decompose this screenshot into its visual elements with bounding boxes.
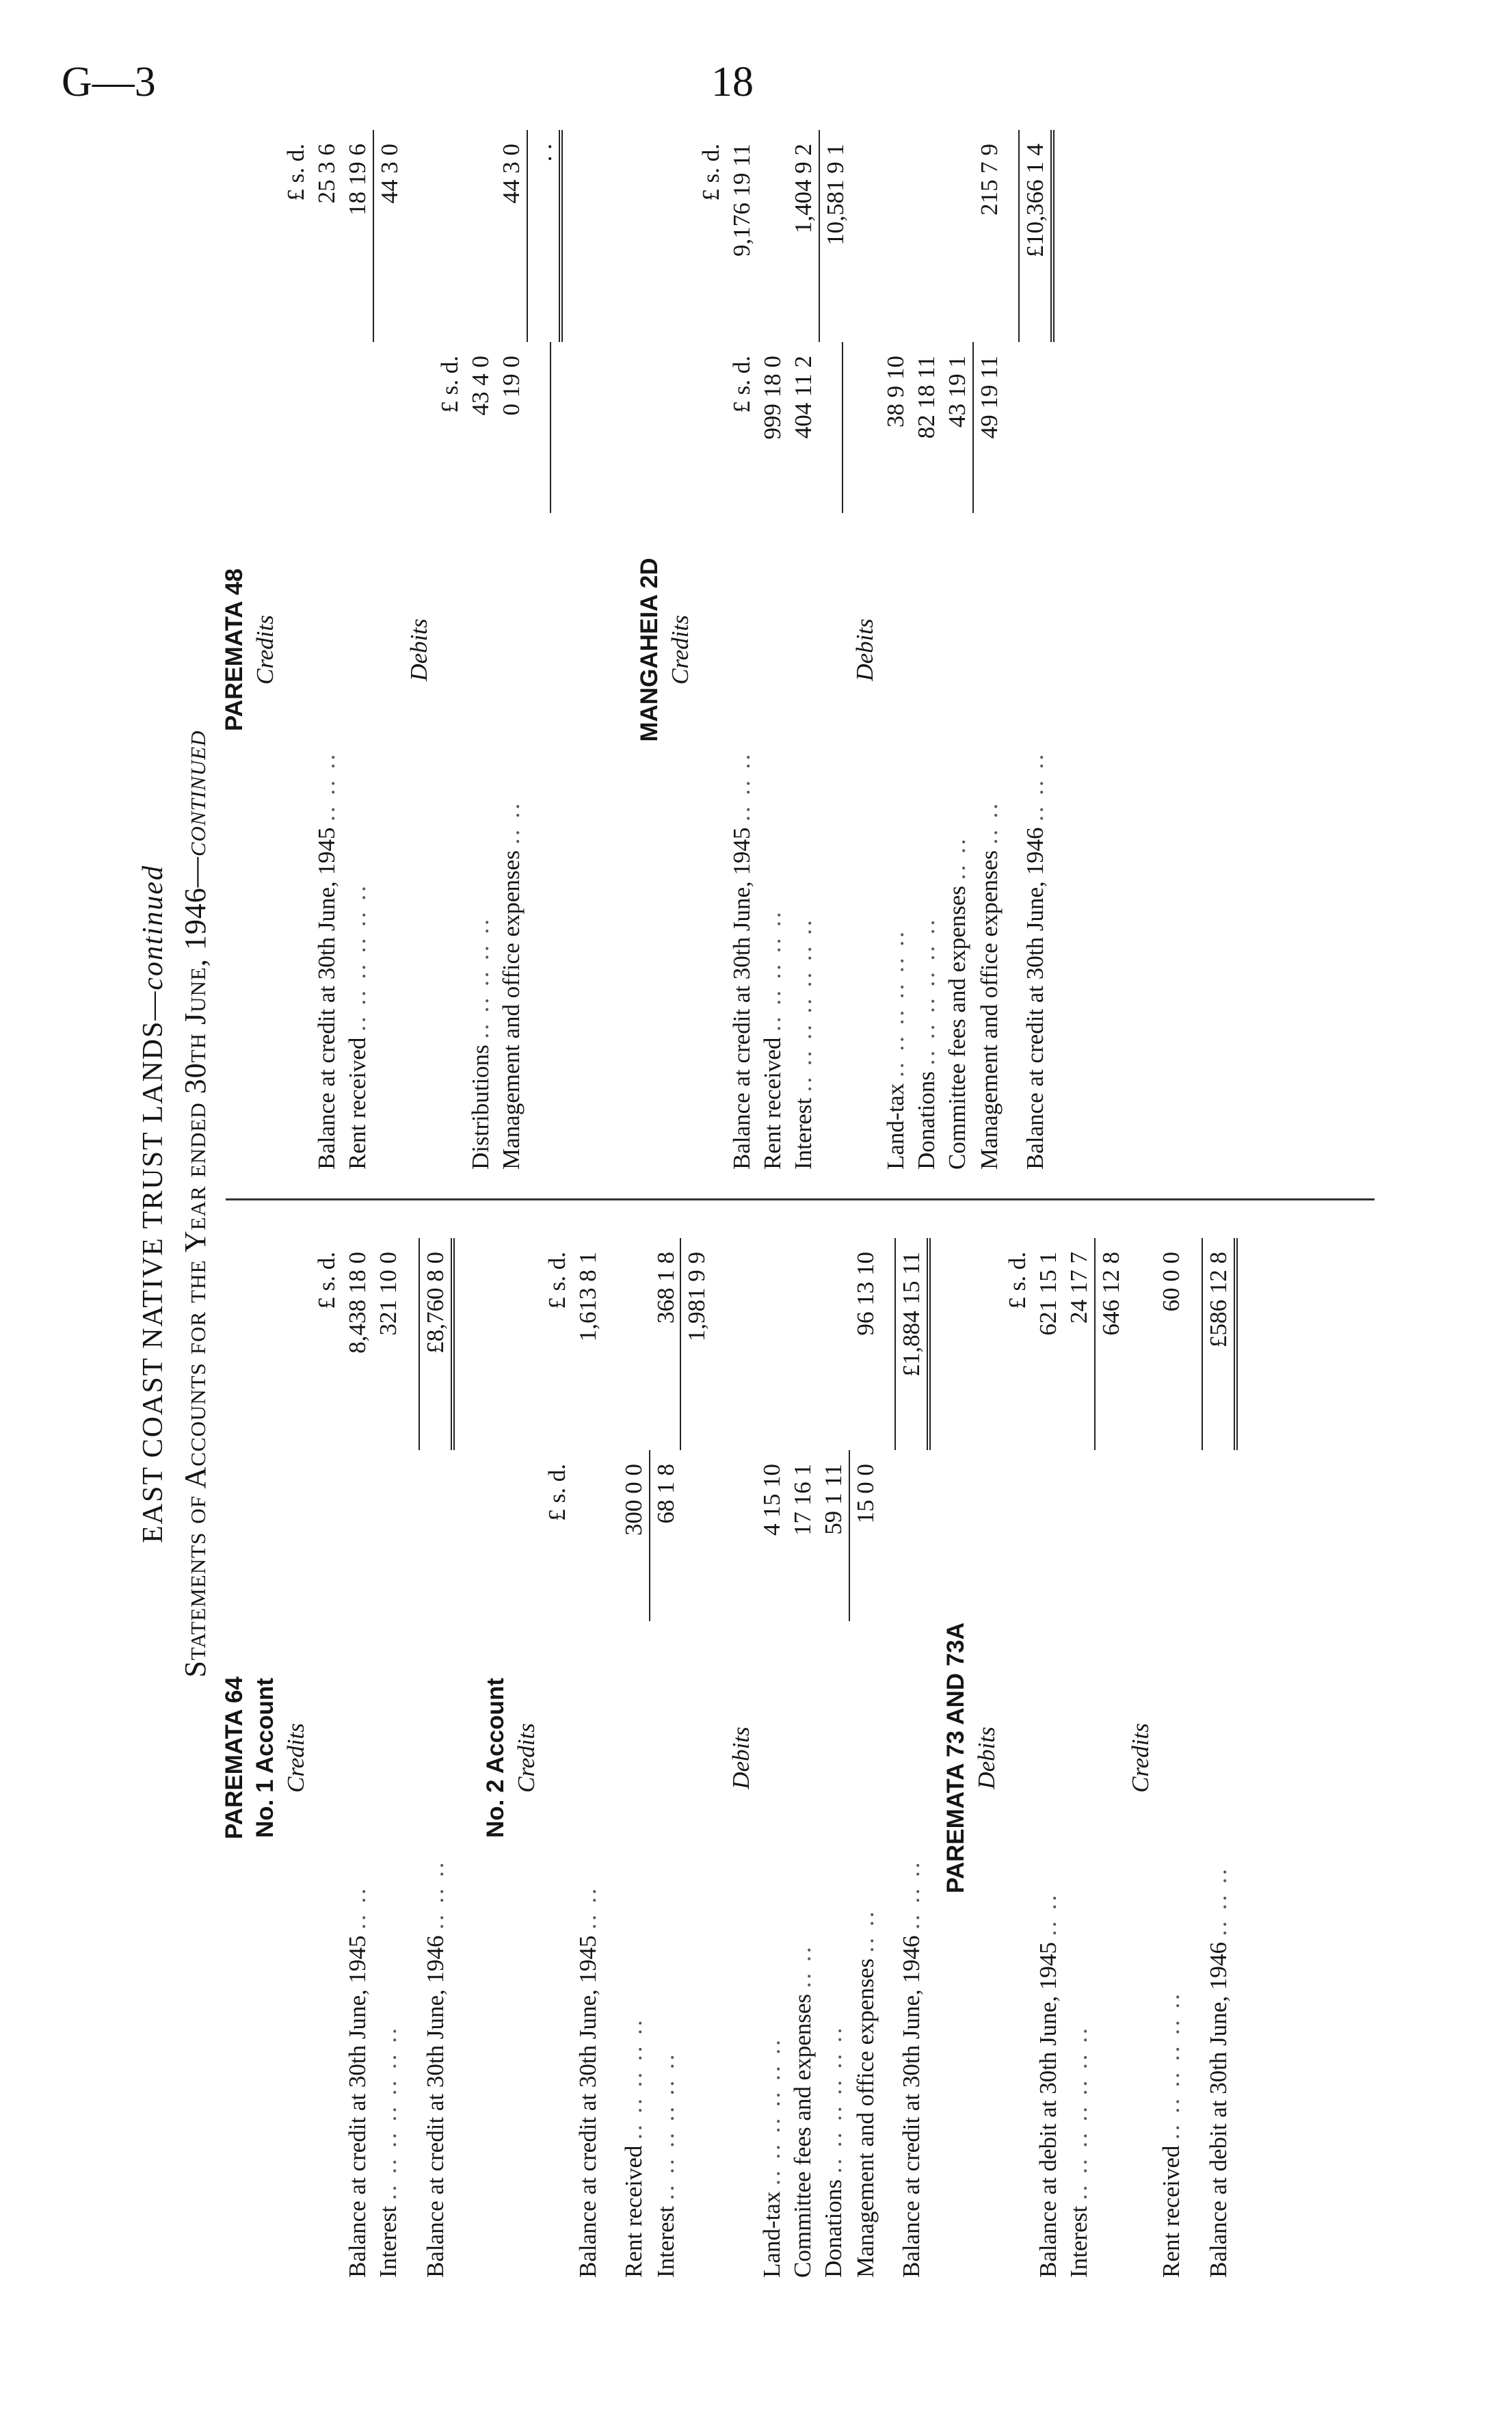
row-label: Balance at credit at 30th June, 1946 bbox=[422, 1935, 449, 2278]
section-heading-mangaheia: MANGAHEIA 2D bbox=[636, 557, 663, 742]
ledger-row: Donations .. .. .. .. .. .. 59 1 11 bbox=[818, 1238, 849, 2278]
units-row bbox=[542, 1238, 572, 2278]
ledger-row: Rent received .. .. .. .. .. .. 60 0 0 bbox=[1156, 1238, 1186, 2278]
row-amount: 0 19 0 bbox=[498, 356, 525, 416]
row-label: Committee fees and expenses bbox=[944, 885, 970, 1170]
units-row bbox=[695, 130, 726, 1170]
subheading-no1-account: No. 1 Account bbox=[252, 1678, 278, 1838]
row-amount: £10,366 1 4 bbox=[1018, 130, 1055, 342]
ledger-row: Land-tax .. .. .. .. .. .. 38 9 10 bbox=[880, 130, 911, 1170]
units-header: £ s. d. bbox=[313, 1252, 340, 1309]
balance-row: Balance at credit at 30th June, 1946 .. .. .. £8,760 8 0 bbox=[419, 1238, 449, 2278]
ledger-row: Balance at credit at 30th June, 1945 .. .. .. £ s. d. 9,176 19 11 bbox=[726, 130, 757, 1170]
units-header: £ s. d. bbox=[544, 1464, 570, 1521]
credits-subtotal: 1,404 9 2 bbox=[790, 144, 817, 234]
total-row bbox=[527, 130, 557, 1170]
rotated-statement-sheet bbox=[137, 130, 1381, 2278]
row-label: Balance at debit at 30th June, 1945 bbox=[1035, 1942, 1061, 2278]
row-label: Interest bbox=[652, 2206, 679, 2278]
row-amount: 49 19 11 bbox=[972, 342, 1005, 513]
label-debits: Debits bbox=[406, 618, 432, 681]
debits-total: 96 13 10 bbox=[852, 1252, 879, 1336]
row-amount: 621 15 1 bbox=[1035, 1252, 1061, 1336]
row-amount: 999 18 0 bbox=[759, 356, 786, 440]
label-debits: Debits bbox=[973, 1726, 1000, 1789]
row-label: Donations bbox=[820, 2179, 847, 2278]
left-column bbox=[219, 1238, 1232, 2278]
row-amount: 321 10 0 bbox=[375, 1252, 401, 1336]
row-label: Management and office expenses bbox=[498, 850, 525, 1170]
row-label: Management and office expenses bbox=[976, 850, 1003, 1170]
ledger-row: Interest .. .. .. .. .. .. .. 321 10 0 bbox=[373, 1238, 403, 2278]
subtotal-row bbox=[1094, 1238, 1125, 2278]
ledger-row: Rent received .. .. .. .. .. 300 0 0 bbox=[618, 1238, 649, 2278]
units-row bbox=[280, 130, 311, 1170]
ledger-row: Balance at credit at 30th June, 1945 .. .. 1,613 8 1 bbox=[572, 1238, 603, 2278]
row-label: Balance at credit at 30th June, 1945 bbox=[344, 1935, 371, 2278]
ledger-row: Distributions .. .. .. .. .. 43 4 0 bbox=[465, 130, 496, 1170]
row-label: Interest bbox=[1065, 2206, 1092, 2278]
label-credits: Credits bbox=[252, 615, 278, 685]
balance-row: Balance at credit at 30th June, 1946 .. .. .. £1,884 15 11 bbox=[894, 1238, 925, 2278]
row-label: Balance at credit at 30th June, 1945 bbox=[574, 1935, 601, 2278]
section-heading-paremata64: PAREMATA 64 bbox=[221, 1677, 248, 1839]
label-credits: Credits bbox=[1127, 1723, 1154, 1793]
row-label: Rent received bbox=[344, 1037, 371, 1170]
row-amount: 43 19 1 bbox=[944, 356, 970, 428]
row-label: Balance at debit at 30th June, 1946 bbox=[1205, 1942, 1232, 2278]
section-heading-paremata73: PAREMATA 73 AND 73A bbox=[942, 1622, 969, 1894]
nil-balance: . . bbox=[527, 130, 563, 342]
row-amount: 8,438 18 0 bbox=[344, 1252, 371, 1354]
row-label: Rent received bbox=[620, 2145, 647, 2278]
title-continued: continued bbox=[137, 865, 169, 990]
row-amount: 300 0 0 bbox=[620, 1464, 647, 1536]
units-header: £ s. d. bbox=[544, 1252, 570, 1309]
row-amount: 59 1 11 bbox=[820, 1464, 847, 1535]
ledger-row: Land-tax .. .. .. .. .. .. 4 15 10 bbox=[756, 1238, 787, 2278]
ledger-row: Balance at credit at 30th June, 1945 .. .. .. 25 3 6 bbox=[311, 130, 342, 1170]
label-credits: Credits bbox=[513, 1723, 540, 1793]
units-header: £ s. d. bbox=[1004, 1252, 1031, 1309]
row-amount: 60 0 0 bbox=[1158, 1252, 1184, 1312]
row-amount: 17 16 1 bbox=[789, 1464, 816, 1536]
row-amount: 1,613 8 1 bbox=[574, 1252, 601, 1342]
subheading-no2-account: No. 2 Account bbox=[482, 1678, 509, 1838]
label-credits: Credits bbox=[667, 615, 693, 685]
subtitle-continued: continued bbox=[178, 730, 212, 857]
page-code: G—3 bbox=[62, 59, 156, 105]
row-label: Balance at credit at 30th June, 1945 bbox=[728, 827, 755, 1170]
units-row bbox=[434, 130, 465, 1170]
ledger-row: Rent received .. .. .. .. .. .. 18 19 6 bbox=[342, 130, 373, 1170]
row-label: Balance at credit at 30th June, 1946 bbox=[1022, 827, 1048, 1170]
row-label: Rent received bbox=[759, 1037, 786, 1170]
units-row bbox=[311, 1238, 342, 2278]
balance-row: Balance at credit at 30th June, 1946 .. .. .. £10,366 1 4 bbox=[1018, 130, 1049, 1170]
document-title bbox=[137, 130, 170, 2278]
column-divider bbox=[226, 1198, 1375, 1200]
row-amount: 38 9 10 bbox=[882, 356, 909, 428]
ledger-row: Balance at debit at 30th June, 1945 .. .. 621 15 1 bbox=[1033, 1238, 1063, 2278]
subtitle-main: Statements of Accounts for the Year ended 30th June, 1946— bbox=[178, 856, 212, 1678]
right-column bbox=[219, 130, 1049, 1170]
total-row bbox=[680, 1238, 711, 2278]
row-label: Interest bbox=[375, 2206, 401, 2278]
credits-total: 1,981 9 9 bbox=[680, 1238, 712, 1450]
ledger-row: Interest .. .. .. .. .. .. 68 1 8 368 1 8 bbox=[649, 1238, 680, 2278]
row-amount: 25 3 6 bbox=[313, 144, 340, 204]
row-label: Donations bbox=[913, 1071, 940, 1170]
row-label: Rent received bbox=[1158, 2145, 1184, 2278]
row-amount: £1,884 15 11 bbox=[894, 1238, 931, 1450]
row-label: Land-tax bbox=[882, 1083, 909, 1170]
ledger-row: Management and office expenses .. .. 49 19 11 215 7 9 bbox=[972, 130, 1003, 1170]
label-debits: Debits bbox=[851, 618, 878, 681]
ledger-row: Rent received .. .. .. .. .. 999 18 0 bbox=[757, 130, 788, 1170]
row-amount: £586 12 8 bbox=[1202, 1238, 1238, 1450]
balance-row: Balance at debit at 30th June, 1946 .. .. .. £586 12 8 bbox=[1202, 1238, 1232, 2278]
ledger-row: Balance at credit at 30th June, 1945 .. .. 8,438 18 0 bbox=[342, 1238, 373, 2278]
credits-subtotal: 368 1 8 bbox=[652, 1252, 679, 1324]
row-amount: 68 1 8 bbox=[649, 1450, 681, 1621]
subtotal-amount: 646 12 8 bbox=[1094, 1238, 1126, 1450]
ledger-row: Committee fees and expenses .. .. 17 16 1 bbox=[787, 1238, 818, 2278]
debits-total: 44 3 0 bbox=[498, 144, 525, 204]
units-row bbox=[1002, 1238, 1033, 2278]
row-label: Interest bbox=[790, 1098, 817, 1170]
units-header: £ s. d. bbox=[436, 356, 463, 413]
units-header: £ s. d. bbox=[698, 144, 724, 201]
ledger-row: Interest .. .. .. .. .. .. .. 24 17 7 bbox=[1063, 1238, 1094, 2278]
row-label: Land-tax bbox=[758, 2191, 785, 2278]
row-amount: 9,176 19 11 bbox=[728, 144, 755, 257]
debits-total: 215 7 9 bbox=[976, 144, 1003, 215]
row-label: Distributions bbox=[467, 1044, 494, 1170]
ledger-row: Donations .. .. .. .. .. .. 82 18 11 bbox=[911, 130, 942, 1170]
section-heading-paremata48: PAREMATA 48 bbox=[221, 568, 248, 731]
units-header: £ s. d. bbox=[282, 144, 309, 201]
row-label: Balance at credit at 30th June, 1945 bbox=[313, 827, 340, 1170]
row-amount: 24 17 7 bbox=[1065, 1252, 1092, 1324]
ledger-row: Management and office expenses .. .. 15 0 0 96 13 10 bbox=[849, 1238, 879, 2278]
row-label: Management and office expenses bbox=[852, 1958, 879, 2278]
row-amount: 15 0 0 bbox=[849, 1450, 881, 1621]
label-credits: Credits bbox=[282, 1723, 309, 1793]
row-amount: £8,760 8 0 bbox=[419, 1238, 455, 1450]
ledger-row: Committee fees and expenses .. .. 43 19 1 bbox=[942, 130, 972, 1170]
title-main: EAST COAST NATIVE TRUST LANDS— bbox=[137, 990, 169, 1543]
credits-total: 10,581 9 1 bbox=[819, 130, 851, 342]
row-label: Committee fees and expenses bbox=[789, 1993, 816, 2278]
row-amount: 82 18 11 bbox=[913, 356, 940, 439]
row-amount: 404 11 2 bbox=[790, 356, 817, 439]
units-header: £ s. d. bbox=[728, 356, 755, 413]
row-amount: 43 4 0 bbox=[467, 356, 494, 416]
credits-total: 44 3 0 bbox=[373, 130, 405, 342]
total-row bbox=[819, 130, 849, 1170]
row-label: Balance at credit at 30th June, 1946 bbox=[898, 1935, 925, 2278]
label-debits: Debits bbox=[728, 1726, 754, 1789]
ledger-row: Management and office expenses .. .. 0 19 0 44 3 0 bbox=[496, 130, 527, 1170]
row-amount: 18 19 6 bbox=[344, 144, 371, 215]
page-number: 18 bbox=[711, 59, 754, 105]
row-amount: 4 15 10 bbox=[758, 1464, 785, 1536]
document-subtitle bbox=[178, 130, 213, 2278]
ledger-row: Interest .. .. .. .. .. .. .. 404 11 2 1,404 9 2 bbox=[788, 130, 819, 1170]
total-row bbox=[373, 130, 403, 1170]
